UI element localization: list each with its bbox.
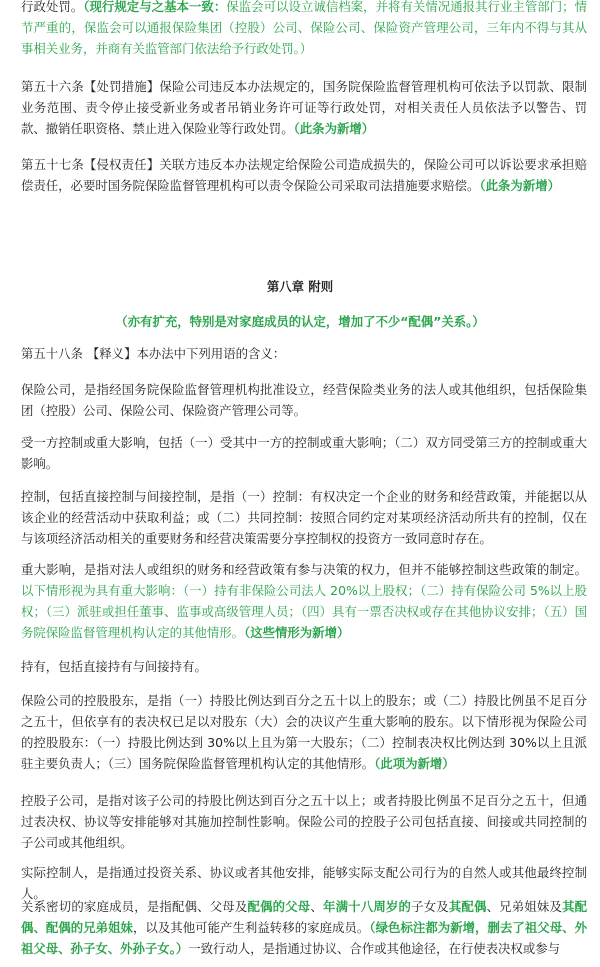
highlight-run: 保监会可以设立诚信档案，并将有关情况通报其行业主管部门；情节严重的，保监会可以通报保险集团（控股）公司、保险公司、保险资产管理公司，三年内不得与其从事相关业务，并商有关监管部门依法给予行政处罚。） xyxy=(21,0,588,56)
highlight-run: 其配偶 xyxy=(448,899,487,914)
paragraph-controlling-shareholder xyxy=(21,690,587,774)
paragraph-article-56 xyxy=(21,76,587,139)
highlight-run: 配偶的父母 xyxy=(247,899,311,914)
text-run: 控股子公司，是指对该子公司的持股比例达到百分之五十以上；或者持股比例虽不足百分之五十，但通过表决权、协议等安排能够对其施加控制性影响。保险公司的控股子公司包括直接、间接或共同控制的子公司或其他组织。 xyxy=(21,793,587,850)
text-run: 重大影响，是指对法人或组织的财务和经营政策有参与决策的权力，但并不能够控制这些政策的制定。 xyxy=(21,562,587,577)
text-run: 行政处罚。 xyxy=(21,0,84,14)
paragraph-article-57 xyxy=(21,154,587,196)
paragraph-penalty-continued xyxy=(21,0,587,59)
text-run: 、 xyxy=(310,899,323,914)
text-run: ，以及其他可能产生利益转移的家庭成员。 xyxy=(132,920,370,935)
highlight-run: （这些情形为新增） xyxy=(244,625,350,640)
paragraph-insurance-company xyxy=(21,379,587,421)
paragraph-subsidiary xyxy=(21,790,587,853)
highlight-run: 以下情形视为具有重大影响：（一）持有非保险公司法人 20%以上股权；（二）持有保险公司 5%以上股权；（三）派驻或担任董事、监事或高级管理人员；（四）具有一票否决权或存在其他协议安排；（五）国务院保险监督管理机构认定的其他情形。 xyxy=(21,583,587,640)
highlight-run: （绿色标注都为新增，删去了祖父母、外祖父母、孙子女、外孙子女。） xyxy=(21,920,587,956)
paragraph-family-members xyxy=(21,896,587,959)
text-run: 保险公司，是指经国务院保险监督管理机构批准设立，经营保险类业务的法人或其他组织，包括保险集团（控股）公司、保险公司、保险资产管理公司等。 xyxy=(21,382,587,418)
highlight-run: （现行规定与之基本一致： xyxy=(83,0,227,14)
highlight-run: （此条为新增） xyxy=(479,178,560,193)
text-run: 保险公司的控股股东，是指（一）持股比例达到百分之五十以上的股东；或（二）持股比例虽不足百分之五十，但依享有的表决权已足以对股东（大）会的决议产生重大影响的股东。以下情形视为保险公司的控股股东：（一）持股比例达到 30%以上且为第一大股东；（二）控制表决权比例达到 30%以上且派驻主要负责人；（三）国务院保险监督管理机构认定的其他情形。 xyxy=(21,693,587,771)
text-run: 实际控制人，是指通过投资关系、协议或者其他安排，能够实际支配公司行为的自然人或其他最终控制人。 xyxy=(21,865,587,901)
highlight-run: （此项为新增） xyxy=(374,756,455,771)
highlight-run: 年满十八周岁的 xyxy=(323,899,412,914)
highlight-run: 其配偶、配偶的兄弟姐妹 xyxy=(21,899,588,935)
text-run: 、兄弟姐妹及 xyxy=(486,899,563,914)
text-run: 第五十六条【处罚措施】保险公司违反本办法规定的，国务院保险监督管理机构可依法予以罚款、限制业务范围、责令停止接受新业务或者吊销业务许可证等行政处罚，对相关责任人员依法予以警告、罚款、撤销任职资格、禁止进入保险业等行政处罚。 xyxy=(21,79,587,136)
chapter-note: （亦有扩充，特别是对家庭成员的认定，增加了不少“配偶”关系。） xyxy=(115,314,485,329)
chapter-title: 第八章 附则 xyxy=(266,279,334,294)
text-run: 第五十七条【侵权责任】关联方违反本办法规定给保险公司造成损失的，保险公司可以诉讼要求承担赔偿责任，必要时国务院保险监督管理机构可以责令保险公司采取司法措施要求赔偿。 xyxy=(21,157,587,193)
paragraph-significant-influence xyxy=(21,559,587,643)
text-run: 子女及 xyxy=(411,899,449,914)
paragraph-control-definition xyxy=(21,486,587,549)
paragraph-control-influence xyxy=(21,432,587,474)
text-run: 第五十八条 【释义】本办法中下列用语的含义： xyxy=(21,346,286,361)
text-run: 持有，包括直接持有与间接持有。 xyxy=(21,659,207,674)
text-run: 控制，包括直接控制与间接控制，是指（一）控制：有权决定一个企业的财务和经营政策，并能据以从该企业的经营活动中获取利益；或（二）共同控制：按照合同约定对某项经济活动所共有的控制，仅在与该项经济活动相关的重要财务和经营决策需要分享控制权的投资方一致同意时存在。 xyxy=(21,489,587,546)
text-run: 受一方控制或重大影响，包括（一）受其中一方的控制或重大影响；（二）双方同受第三方的控制或重大影响。 xyxy=(21,435,587,471)
text-run: 一致行动人，是指通过协议、合作或其他途径，在行使表决权或参与 xyxy=(188,941,560,956)
highlight-run: （此条为新增） xyxy=(293,121,375,136)
text-run: 关系密切的家庭成员，是指配偶、父母及 xyxy=(21,899,248,914)
paragraph-holding xyxy=(21,656,587,677)
paragraph-article-58 xyxy=(21,343,587,364)
